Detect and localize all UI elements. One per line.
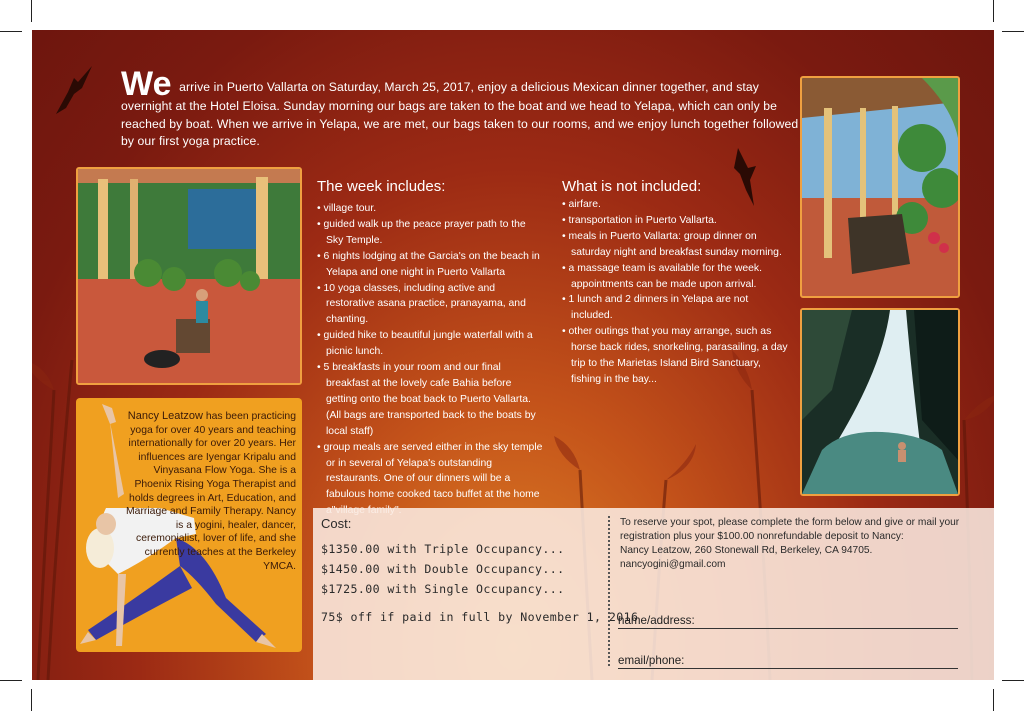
- email-phone-label: email/phone:: [618, 654, 685, 667]
- includes-item: • 5 breakfasts in your room and our final breakfast at the lovely cafe Bahia before getting onto the boat back to Puerto Vallarta. (All bags are transported back to the boats by local staff): [317, 360, 545, 440]
- waterfall-illustration: [802, 310, 958, 494]
- mailing-address: Nancy Leatzow, 260 Stonewall Rd, Berkeley, CA 94705.: [620, 545, 873, 556]
- crop-mark: [1002, 680, 1024, 681]
- bio-text: [116, 410, 296, 573]
- crop-mark: [31, 689, 32, 711]
- not-included-list: [562, 197, 788, 388]
- not-included-item: • meals in Puerto Vallarta: group dinner on saturday night and breakfast sunday morning.: [562, 229, 788, 261]
- includes-item: • 10 yoga classes, including active and restorative asana practice, pranayama, and chanting.: [317, 281, 545, 329]
- bird-icon: [52, 64, 96, 118]
- not-included-item: • a massage team is available for the week. appointments can be made upon arrival.: [562, 261, 788, 293]
- contact-email: nancyogini@gmail.com: [620, 559, 726, 570]
- intro-paragraph: [121, 65, 801, 151]
- includes-item: • 6 nights lodging at the Garcia's on the beach in Yelapa and one night in Puerto Vallarta: [317, 249, 545, 281]
- cost-title: Cost:: [321, 516, 352, 531]
- crop-mark: [0, 680, 22, 681]
- crop-mark: [31, 0, 32, 22]
- email-phone-field[interactable]: [618, 668, 958, 669]
- yoga-studio-illustration: [78, 169, 300, 383]
- bio-box: [76, 398, 302, 652]
- yoga-studio-photo: [76, 167, 302, 385]
- crop-mark: [1002, 31, 1024, 32]
- cost-panel: [313, 508, 994, 680]
- includes-list: [317, 201, 545, 519]
- crop-mark: [993, 689, 994, 711]
- name-address-label: name/address:: [618, 614, 695, 627]
- reserve-text: To reserve your spot, please complete the form below and give or mail your registration plus your $100.00 nonrefundable deposit to Nancy:: [620, 517, 960, 542]
- name-address-field[interactable]: [618, 628, 958, 629]
- early-discount: 75$ off if paid in full by November 1, 2016: [321, 610, 639, 624]
- terrace-illustration: [802, 78, 958, 296]
- instructor-name: Nancy Leatzow: [127, 410, 203, 422]
- not-included-item: • other outings that you may arrange, such as horse back rides, snorkeling, parasailing, a day trip to the Marietas Island Bird Sanctuary, fishing in the bay...: [562, 324, 788, 388]
- reserve-instructions: [620, 516, 980, 572]
- price-single: $1725.00 with Single Occupancy...: [321, 582, 565, 596]
- includes-item: • guided hike to beautiful jungle waterfall with a picnic lunch.: [317, 328, 545, 360]
- includes-title: The week includes:: [317, 178, 446, 195]
- price-triple: $1350.00 with Triple Occupancy...: [321, 542, 565, 556]
- includes-item: • group meals are served either in the sky temple or in several of Yelapa's outstanding restaurants. One of our dinners will be a fabulous home cooked taco buffet at the home: [317, 440, 545, 520]
- not-included-item: • airfare.: [562, 197, 788, 213]
- crop-mark: [0, 31, 22, 32]
- not-included-item: • 1 lunch and 2 dinners in Yelapa are not included.: [562, 292, 788, 324]
- intro-text: arrive in Puerto Vallarta on Saturday, March 25, 2017, enjoy a delicious Mexican dinner together, and stay overnight at the Hotel Eloisa. Sunday morning our bags are taken to the boat and we head to Yelapa, which can only be reached by boat. When we arrive in Yelapa, we are met, our bags taken to our rooms, and we enjoy lunch together followed by our first yoga practice.: [121, 80, 799, 148]
- divider: [608, 516, 610, 666]
- brochure-page: [32, 30, 994, 680]
- terrace-photo: [800, 76, 960, 298]
- includes-item: • guided walk up the peace prayer path to the Sky Temple.: [317, 217, 545, 249]
- includes-item: • village tour.: [317, 201, 545, 217]
- intro-big-word: We: [121, 65, 172, 103]
- price-double: $1450.00 with Double Occupancy...: [321, 562, 565, 576]
- not-included-item: • transportation in Puerto Vallarta.: [562, 213, 788, 229]
- bio-description: has been practicing yoga for over 40 years and teaching internationally for over 20 years. Her influences are Iyengar Kripalu and Vinyasana Flow Yoga. She is a Phoenix Rising Yoga Therapist and holds degrees in Art, Education, and Marriage and Family Therapy. Nancy is a yogini, healer, dancer, ceremonialist, lover of life, and she currently teaches at the Berkeley YMCA.: [126, 411, 296, 572]
- crop-mark: [993, 0, 994, 22]
- not-included-title: What is not included:: [562, 178, 702, 195]
- waterfall-photo: [800, 308, 960, 496]
